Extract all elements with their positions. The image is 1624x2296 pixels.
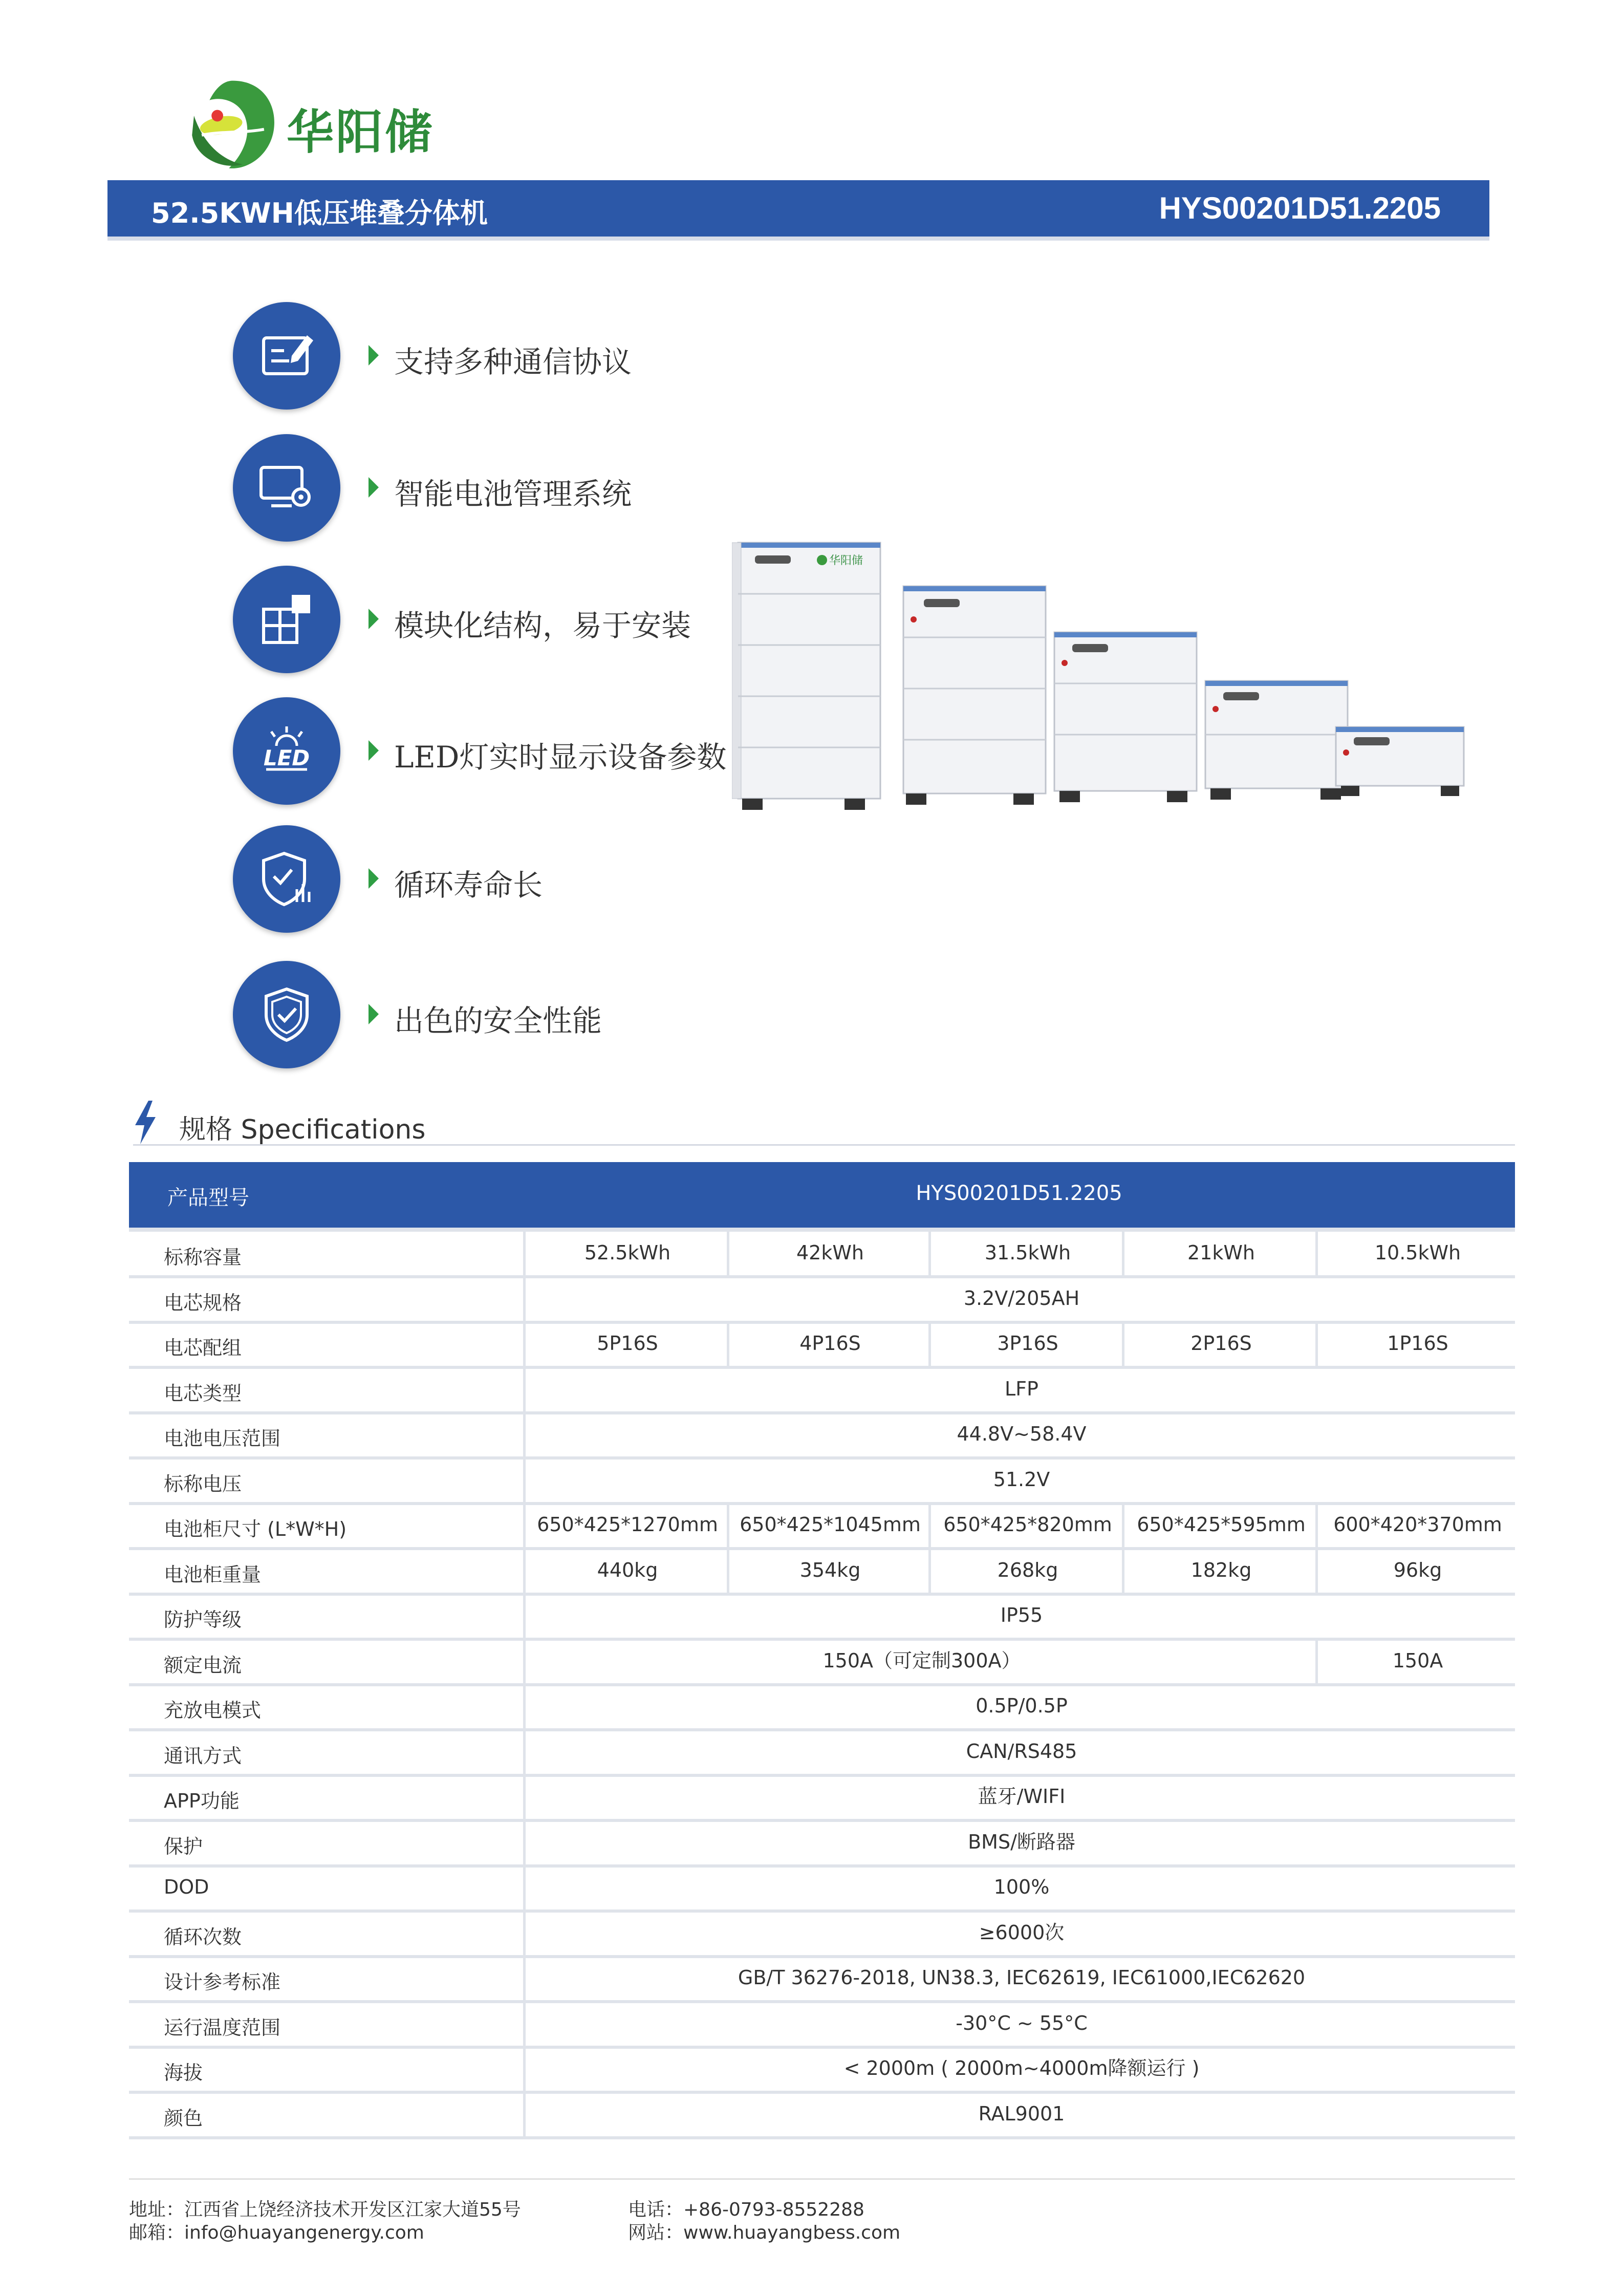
table-cell: 650*425*595mm: [1122, 1502, 1318, 1547]
table-row: [129, 1230, 1515, 1278]
footer: [129, 2178, 1515, 2243]
cabinet-3-module: [1054, 632, 1197, 802]
table-cell: 51.2V: [523, 1457, 1518, 1502]
row-label: DOD: [164, 1876, 209, 1898]
table-cell: 42kWh: [727, 1230, 931, 1275]
title-bar: [107, 180, 1489, 237]
table-row: [129, 2091, 1515, 2139]
table-header: [129, 1162, 1515, 1228]
table-row: [129, 2001, 1515, 2049]
row-label: 防护等级: [164, 1608, 242, 1631]
table-row: [129, 1411, 1515, 1460]
shield-bars-icon: [256, 848, 317, 910]
table-cell: 182kg: [1122, 1548, 1318, 1593]
specs-title: 规格 Specifications: [179, 1114, 426, 1145]
feature-item: [233, 302, 796, 410]
table-row: [129, 1593, 1515, 1641]
table-cell: < 2000m ( 2000m~4000m降额运行 ): [523, 2046, 1518, 2091]
row-label: 电芯配组: [164, 1337, 242, 1359]
bullet-arrow-icon: [369, 477, 379, 498]
row-label: 电池电压范围: [164, 1427, 281, 1450]
product-image: [732, 532, 1469, 824]
table-cell: 31.5kWh: [928, 1230, 1124, 1275]
row-label: 电池柜尺寸 (L*W*H): [164, 1518, 347, 1540]
feature-label: 支持多种通信协议: [394, 345, 632, 379]
table-row: [129, 1457, 1515, 1505]
bullet-arrow-icon: [369, 740, 379, 761]
table-cell: 3P16S: [928, 1321, 1124, 1366]
table-cell: -30°C ~ 55°C: [523, 2001, 1518, 2046]
document-edit-icon: [256, 325, 317, 387]
table-cell: 600*420*370mm: [1315, 1502, 1518, 1547]
table-cell: 52.5kWh: [523, 1230, 729, 1275]
table-cell: 440kg: [523, 1548, 729, 1593]
bullet-arrow-icon: [369, 868, 379, 889]
monitor-gear-icon: [256, 457, 317, 519]
feature-icon-circle: [233, 697, 340, 805]
table-row: [129, 1366, 1515, 1414]
table-cell: GB/T 36276-2018, UN38.3, IEC62619, IEC61000,IEC62620: [523, 1955, 1518, 2000]
model-code: HYS00201D51.2205: [1159, 191, 1441, 225]
svg-text:LED: LED: [263, 745, 310, 770]
feature-item: [233, 825, 796, 933]
feature-icon-circle: [233, 825, 340, 933]
feature-icon-circle: [233, 961, 340, 1068]
row-label: 运行温度范围: [164, 2016, 281, 2039]
table-row: [129, 1774, 1515, 1822]
row-label: 通讯方式: [164, 1744, 242, 1767]
row-label: 额定电流: [164, 1654, 242, 1677]
table-cell: 21kWh: [1122, 1230, 1318, 1275]
header-label: 产品型号: [167, 1186, 249, 1210]
table-cell: IP55: [523, 1593, 1518, 1638]
modules-icon: [256, 589, 317, 650]
footer-email: 邮箱：info@huayangenergy.com: [129, 2222, 424, 2243]
brand-name: 华阳储: [287, 105, 435, 160]
footer-website: 网站：www.huayangbess.com: [628, 2222, 901, 2243]
table-cell: BMS/断路器: [523, 1819, 1518, 1864]
cabinet-4-module: [903, 586, 1046, 805]
table-cell: 150A（可定制300A）: [523, 1638, 1318, 1683]
specs-heading: [133, 1101, 1515, 1146]
table-cell: 1P16S: [1315, 1321, 1518, 1366]
table-row: [129, 1864, 1515, 1913]
row-label: 海拔: [164, 2062, 203, 2084]
bullet-arrow-icon: [369, 1004, 379, 1024]
table-cell: 5P16S: [523, 1321, 729, 1366]
table-row: [129, 1955, 1515, 2003]
feature-item: [233, 434, 796, 542]
cabinet-1-module: [1336, 727, 1464, 796]
table-row: [129, 2046, 1515, 2094]
table-cell: 150A: [1315, 1638, 1518, 1683]
table-row: [129, 1819, 1515, 1868]
table-row: [129, 1548, 1515, 1596]
feature-label: 循环寿命长: [394, 868, 543, 903]
feature-label: 出色的安全性能: [394, 1003, 602, 1038]
feature-icon-circle: [233, 434, 340, 542]
row-label: 电池柜重量: [164, 1563, 262, 1586]
row-label: 标称电压: [164, 1472, 242, 1495]
table-row: [129, 1502, 1515, 1550]
feature-label: LED灯实时显示设备参数: [394, 740, 727, 775]
table-row: [129, 1729, 1515, 1777]
table-cell: 蓝牙/WIFI: [523, 1774, 1518, 1819]
row-label: 保护: [164, 1835, 203, 1858]
table-cell: RAL9001: [523, 2091, 1518, 2136]
table-cell: ≥6000次: [523, 1910, 1518, 1955]
table-cell: 44.8V~58.4V: [523, 1411, 1518, 1456]
table-cell: CAN/RS485: [523, 1729, 1518, 1774]
feature-icon-circle: [233, 302, 340, 410]
table-cell: 2P16S: [1122, 1321, 1318, 1366]
table-row: [129, 1276, 1515, 1324]
table-cell: 650*425*820mm: [928, 1502, 1124, 1547]
feature-item: [233, 566, 796, 673]
table-row: [129, 1321, 1515, 1369]
row-label: 颜色: [164, 2107, 203, 2130]
feature-label: 智能电池管理系统: [394, 477, 632, 511]
table-cell: 10.5kWh: [1315, 1230, 1518, 1275]
footer-phone: 电话：+86-0793-8552288: [628, 2199, 864, 2220]
table-cell: 650*425*1270mm: [523, 1502, 729, 1547]
table-cell: LFP: [523, 1366, 1518, 1411]
header-value: HYS00201D51.2205: [916, 1182, 1122, 1205]
table-row: [129, 1910, 1515, 1958]
feature-item: [233, 697, 796, 805]
cabinet-5-module: [732, 543, 880, 810]
table-cell: 268kg: [928, 1548, 1124, 1593]
footer-address: 地址：江西省上饶经济技术开发区江家大道55号: [129, 2199, 521, 2220]
row-label: 循环次数: [164, 1925, 242, 1948]
table-cell: 3.2V/205AH: [523, 1276, 1518, 1321]
bullet-arrow-icon: [369, 345, 379, 366]
cabinet-2-module: [1205, 681, 1348, 800]
svg-text:华阳储: 华阳储: [829, 554, 863, 567]
table-cell: 0.5P/0.5P: [523, 1683, 1518, 1728]
row-label: 设计参考标准: [164, 1971, 281, 1993]
shield-check-icon: [256, 984, 317, 1045]
brand-logo-icon: [184, 77, 282, 174]
led-icon: [256, 720, 317, 782]
row-label: 标称容量: [164, 1246, 242, 1269]
feature-item: [233, 961, 796, 1068]
row-label: 充放电模式: [164, 1699, 262, 1722]
table-cell: 4P16S: [727, 1321, 931, 1366]
feature-icon-circle: [233, 566, 340, 673]
table-cell: 100%: [523, 1864, 1518, 1909]
product-title: 52.5KWH低压堆叠分体机: [151, 197, 488, 229]
table-row: [129, 1638, 1515, 1686]
feature-label: 模块化结构，易于安装: [394, 608, 691, 643]
table-cell: 650*425*1045mm: [727, 1502, 931, 1547]
table-cell: 96kg: [1315, 1548, 1518, 1593]
table-cell: 354kg: [727, 1548, 931, 1593]
row-label: 电芯规格: [164, 1291, 242, 1314]
lightning-icon: [133, 1101, 158, 1144]
row-label: APP功能: [164, 1790, 240, 1812]
table-row: [129, 1683, 1515, 1731]
row-label: 电芯类型: [164, 1382, 242, 1405]
bullet-arrow-icon: [369, 609, 379, 629]
